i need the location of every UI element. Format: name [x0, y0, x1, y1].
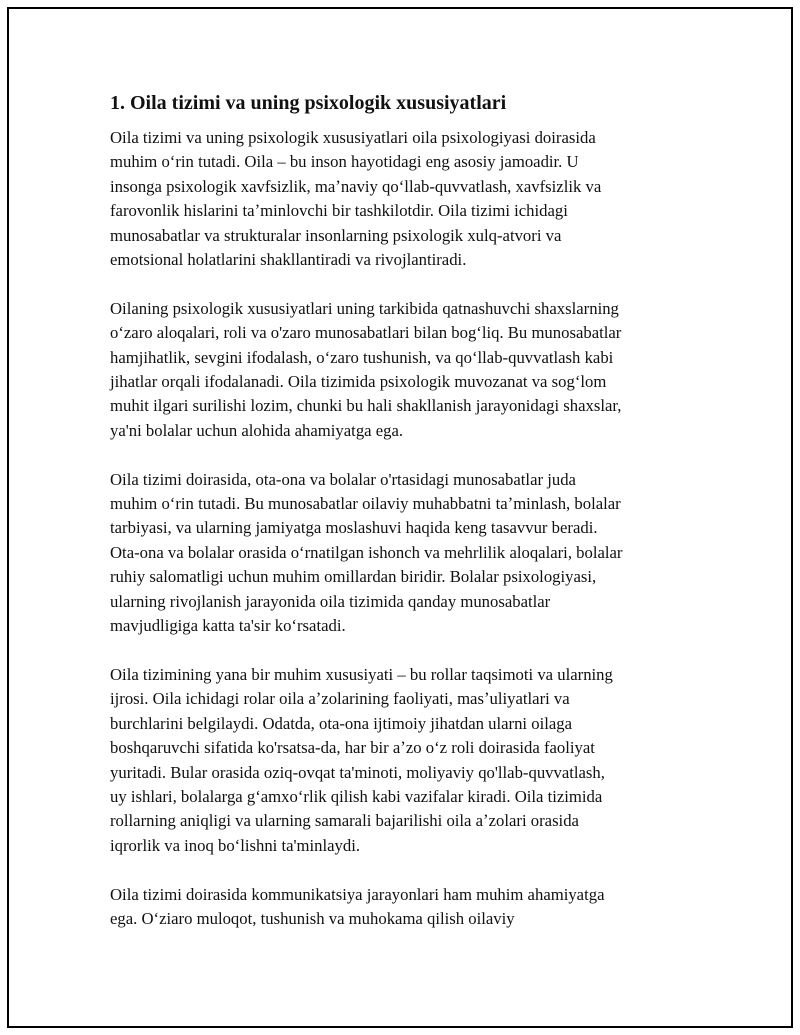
text-line: Oila tizimi doirasida kommunikatsiya jarayonlari ham muhim ahamiyatga: [110, 884, 605, 904]
text-line: hamjihatlik, sevgini ifodalash, oʻzaro tushunish, va qoʻllab-quvvatlash kabi: [110, 347, 614, 367]
text-line: emotsional holatlarini shakllantiradi va rivojlantiradi.: [110, 250, 467, 270]
paragraph-4: [110, 663, 690, 858]
text-line: iqrorlik va inoq boʻlishni ta'minlaydi.: [110, 835, 361, 855]
text-line: farovonlik hislarini taʼminlovchi bir tashkilotdir. Oila tizimi ichidagi: [110, 201, 568, 221]
text-line: rollarning aniqligi va ularning samarali bajarilishi oila aʼzolari orasida: [110, 811, 579, 831]
paragraph-1: [110, 126, 690, 272]
text-line: muhim oʻrin tutadi. Oila – bu inson hayotidagi eng asosiy jamoadir. U: [110, 152, 579, 172]
text-line: yuritadi. Bular orasida oziq-ovqat ta'minoti, moliyaviy qo'llab-quvvatlash,: [110, 762, 605, 782]
section-heading: 1. Oila tizimi va uning psixologik xususiyatlari: [110, 92, 507, 114]
document-body: [110, 90, 690, 956]
text-line: Oila tizimining yana bir muhim xususiyati – bu rollar taqsimoti va ularning: [110, 664, 613, 684]
text-line: ruhiy salomatligi uchun muhim omillardan biridir. Bolalar psixologiyasi,: [110, 567, 597, 587]
text-line: tarbiyasi, va ularning jamiyatga moslashuvi haqida keng tasavvur beradi.: [110, 518, 598, 538]
text-line: Oila tizimi doirasida, ota-ona va bolalar o'rtasidagi munosabatlar juda: [110, 469, 576, 489]
text-line: mavjudligiga katta ta'sir koʻrsatadi.: [110, 616, 346, 636]
text-line: ega. Oʻziaro muloqot, tushunish va muhokama qilish oilaviy: [110, 908, 515, 928]
paragraph-5: [110, 883, 690, 932]
text-line: ya'ni bolalar uchun alohida ahamiyatga ega.: [110, 420, 404, 440]
text-line: Oilaning psixologik xususiyatlari uning tarkibida qatnashuvchi shaxslarning: [110, 298, 619, 318]
text-line: boshqaruvchi sifatida ko'rsatsa-da, har bir aʼzo oʻz roli doirasida faoliyat: [110, 738, 595, 758]
text-line: muhim oʻrin tutadi. Bu munosabatlar oilaviy muhabbatni taʼminlash, bolalar: [110, 494, 621, 514]
text-line: jihatlar orqali ifodalanadi. Oila tizimida psixologik muvozanat va sogʻlom: [110, 372, 607, 392]
text-line: muhit ilgari surilishi lozim, chunki bu hali shakllanish jarayonidagi shaxslar,: [110, 396, 622, 416]
text-line: Oila tizimi va uning psixologik xususiyatlari oila psixologiyasi doirasida: [110, 128, 596, 147]
text-line: burchlarini belgilaydi. Odatda, ota-ona ijtimoiy jihatdan ularni oilaga: [110, 713, 573, 733]
text-line: ijrosi. Oila ichidagi rolar oila aʼzolarining faoliyati, masʼuliyatlari va: [110, 689, 570, 709]
text-line: uy ishlari, bolalarga gʻamxoʻrlik qilish kabi vazifalar kiradi. Oila tizimida: [110, 786, 603, 806]
text-line: Ota-ona va bolalar orasida oʻrnatilgan ishonch va mehrlilik aloqalari, bolalar: [110, 542, 623, 562]
text-line: oʻzaro aloqalari, roli va o'zaro munosabatlari bilan bogʻliq. Bu munosabatlar: [110, 323, 622, 343]
paragraph-3: [110, 468, 690, 639]
text-line: insonga psixologik xavfsizlik, maʼnaviy qoʻllab-quvvatlash, xavfsizlik va: [110, 176, 602, 196]
text-line: ularning rivojlanish jarayonida oila tizimida qanday munosabatlar: [110, 591, 551, 611]
paragraph-2: [110, 297, 690, 443]
text-line: munosabatlar va strukturalar insonlarning psixologik xulq-atvori va: [110, 225, 562, 245]
